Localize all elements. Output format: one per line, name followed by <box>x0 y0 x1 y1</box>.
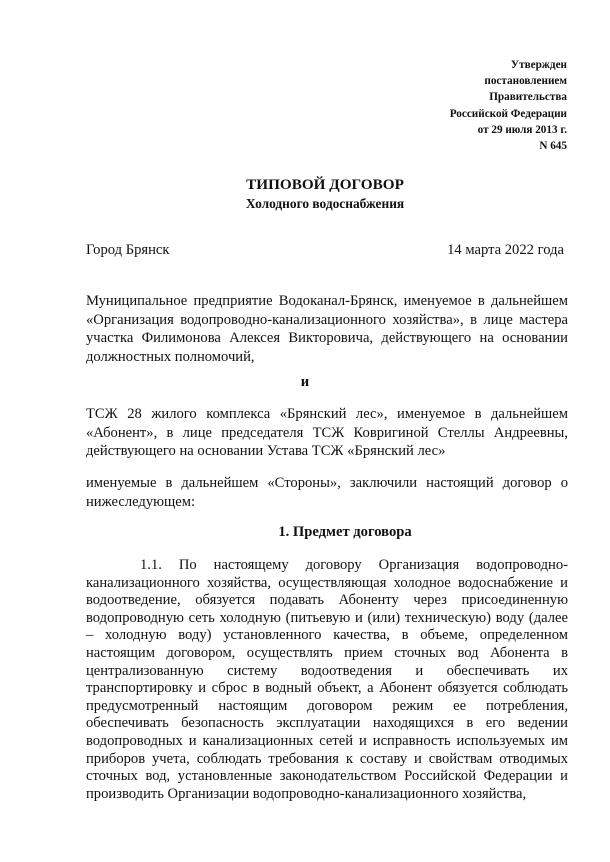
place-date-line <box>86 241 564 260</box>
document-subtitle: Холодного водоснабжения <box>245 196 405 211</box>
party-subscriber: ТСЖ 28 жилого комплекса «Брянский лес», именуемое в дальнейшем «Абонент», в лице председателя ТСЖ Ковригиной Стеллы Андреевны, действующего на основании Устава ТСЖ «Брянский лес» <box>86 406 568 459</box>
approval-line: от 29 июля 2013 г. <box>477 123 567 136</box>
approval-line: Российской Федерации <box>449 107 567 120</box>
document-header <box>0 175 610 213</box>
approval-stamp <box>450 57 567 154</box>
conjunction-and: и <box>300 374 310 390</box>
contract-date: 14 марта 2022 года <box>447 242 564 258</box>
document-title: ТИПОВОЙ ДОГОВОР <box>246 176 404 193</box>
party-organization: Муниципальное предприятие Водоканал-Брянск, именуемое в дальнейшем «Организация водопроводно-канализационного хозяйства», в лице мастера участка Филимонова Алексея Викторовича, действующего на основании должностных полномочий, <box>86 293 568 365</box>
section-heading: 1. Предмет договора <box>278 524 412 540</box>
clause-number: 1.1. <box>140 557 162 573</box>
approval-line: Правительства <box>489 91 567 104</box>
clause-text: По настоящему договору Организация водопроводно-канализационного хозяйства, осуществляющая холодное водоснабжение и водоотведение, обязуется подавать Абоненту через присоединенную водопроводную сеть холодную (питьевую и (или) техническую) воду (далее – холодную воду) установленного качества, в объеме, определенном настоящим договором, осуществлять прием сточных вод Абонента в централизованную систему водоотведения и обеспечивать их транспортировку и сброс в водный объект, а Абонент обязуется соблюдать предусмотренный настоящим договором режим ее потребления, обеспечивать безопасность эксплуатации находящихся в его ведении водопроводных и канализационных сетей и исправность используемых им приборов учета, соблюдать требования к составу и свойствам отводимых сточных вод, установленные законодательством Российской Федерации и производить Организации водопроводно-канализационного хозяйства, <box>86 557 568 802</box>
city: Город Брянск <box>86 242 170 258</box>
approval-line: N 645 <box>539 140 567 153</box>
parties-together: именуемые в дальнейшем «Стороны», заключили настоящий договор о нижеследующем: <box>86 475 568 510</box>
approval-line: Утвержден <box>510 59 567 71</box>
approval-line: постановлением <box>484 75 567 88</box>
clause-1-1 <box>86 557 568 803</box>
